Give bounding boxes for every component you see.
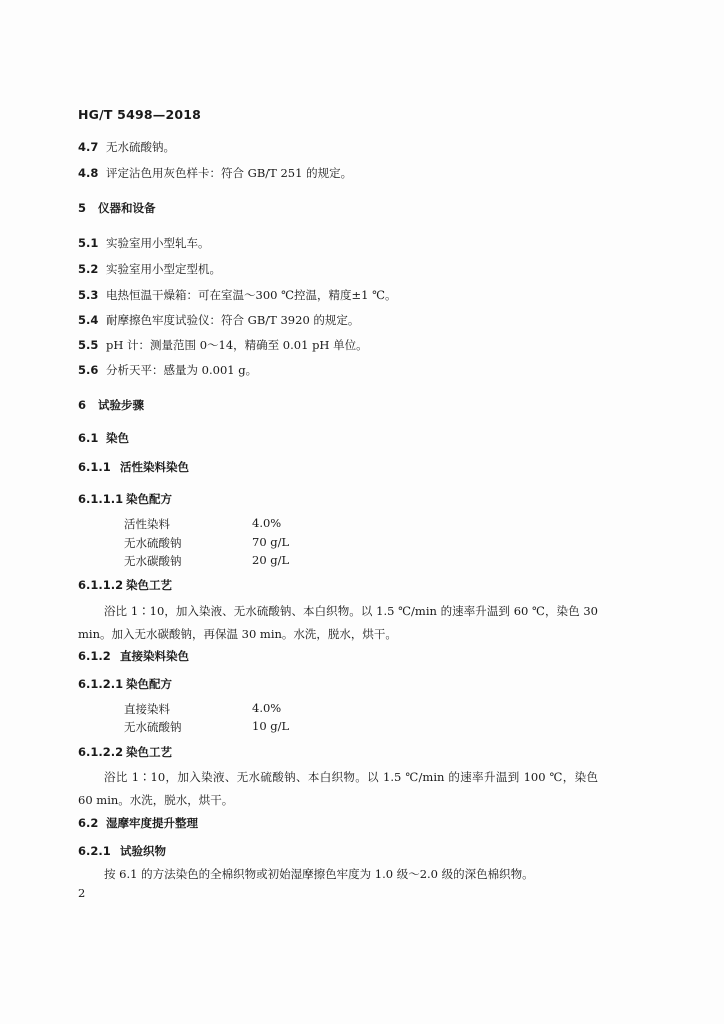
standard-code-header: HG/T 5498—2018: [78, 107, 202, 122]
section-number: 6: [78, 398, 87, 412]
section-6-heading: [78, 397, 144, 413]
section-title: 试验步骤: [98, 398, 144, 412]
recipe-row: [124, 516, 282, 532]
heading-number: 6.1.1.2: [78, 578, 124, 592]
dyeing-process-paragraph: 浴比 1∶10，加入染液、无水硫酸钠、本白织物。以 1.5 ℃/min 的速率升温到 60 ℃，染色 30 min。加入无水碳酸钠，再保温 30 min。水洗，脱水，烘干。: [78, 604, 598, 641]
dyeing-process-paragraph: 浴比 1∶10，加入染液、无水硫酸钠、本白织物。以 1.5 ℃/min 的速率升温到 100 ℃，染色 60 min。水洗，脱水，烘干。: [78, 770, 598, 807]
page-number: 2: [78, 886, 86, 900]
clause-5-6: [78, 362, 257, 378]
heading-title: 染色工艺: [126, 578, 172, 592]
clause-number: 5.3: [78, 288, 99, 302]
clause-text: 分析天平：感量为 0.001 g。: [106, 363, 258, 377]
ingredient-amount: 70 g/L: [252, 535, 290, 549]
clause-5-4: [78, 312, 359, 328]
heading-6-2: [78, 815, 198, 831]
clause-text: 耐摩擦色牢度试验仪：符合 GB/T 3920 的规定。: [106, 313, 360, 327]
clause-text: 评定沾色用灰色样卡：符合 GB/T 251 的规定。: [106, 166, 353, 180]
ingredient-amount: 20 g/L: [252, 553, 290, 567]
test-fabric-paragraph: 按 6.1 的方法染色的全棉织物或初始湿摩擦色牢度为 1.0 级～2.0 级的深色棉织物。: [104, 867, 534, 881]
clause-5-1: [78, 235, 210, 251]
heading-title: 试验织物: [120, 844, 166, 858]
heading-6-1-1: [78, 459, 189, 475]
heading-6-1: [78, 430, 129, 446]
recipe-row: [124, 535, 290, 551]
heading-number: 6.1.1.1: [78, 492, 124, 506]
heading-number: 6.1.1: [78, 460, 111, 474]
ingredient-name: 无水硫酸钠: [124, 536, 182, 550]
ingredient-amount: 4.0%: [252, 701, 282, 715]
heading-6-1-2: [78, 648, 189, 664]
clause-4-7: [78, 139, 175, 155]
clause-5-3: [78, 287, 396, 303]
clause-number: 4.8: [78, 166, 99, 180]
clause-5-2: [78, 261, 221, 277]
recipe-row: [124, 719, 290, 735]
heading-number: 6.2.1: [78, 844, 111, 858]
heading-6-1-2-1: [78, 676, 172, 692]
heading-6-2-1: [78, 843, 166, 859]
section-number: 5: [78, 201, 87, 215]
ingredient-name: 无水碳酸钠: [124, 554, 182, 568]
clause-text: pH 计：测量范围 0～14，精确至 0.01 pH 单位。: [106, 338, 368, 352]
ingredient-amount: 10 g/L: [252, 719, 290, 733]
clause-text: 无水硫酸钠。: [106, 140, 175, 154]
heading-title: 湿摩牢度提升整理: [106, 816, 198, 830]
heading-title: 直接染料染色: [120, 649, 189, 663]
heading-title: 染色工艺: [126, 745, 172, 759]
clause-number: 5.6: [78, 363, 99, 377]
heading-title: 染色: [106, 431, 129, 445]
clause-number: 4.7: [78, 140, 99, 154]
heading-6-1-1-1: [78, 491, 172, 507]
recipe-row: [124, 553, 290, 569]
heading-number: 6.1: [78, 431, 99, 445]
section-title: 仪器和设备: [98, 201, 156, 215]
heading-title: 染色配方: [126, 492, 172, 506]
heading-title: 活性染料染色: [120, 460, 189, 474]
recipe-row: [124, 701, 282, 717]
heading-number: 6.1.2: [78, 649, 111, 663]
clause-number: 5.5: [78, 338, 99, 352]
ingredient-name: 无水硫酸钠: [124, 720, 182, 734]
heading-number: 6.2: [78, 816, 99, 830]
heading-number: 6.1.2.2: [78, 745, 124, 759]
ingredient-name: 直接染料: [124, 702, 170, 716]
ingredient-amount: 4.0%: [252, 516, 282, 530]
ingredient-name: 活性染料: [124, 517, 170, 531]
heading-6-1-1-2: [78, 577, 172, 593]
clause-5-5: [78, 337, 368, 353]
heading-6-1-2-2: [78, 744, 172, 760]
section-5-heading: [78, 200, 156, 216]
clause-text: 实验室用小型轧车。: [106, 236, 210, 250]
clause-number: 5.2: [78, 262, 99, 276]
heading-title: 染色配方: [126, 677, 172, 691]
clause-text: 实验室用小型定型机。: [106, 262, 221, 276]
clause-text: 电热恒温干燥箱：可在室温～300 ℃控温，精度±1 ℃。: [106, 288, 397, 302]
clause-number: 5.4: [78, 313, 99, 327]
clause-4-8: [78, 165, 352, 181]
clause-number: 5.1: [78, 236, 99, 250]
heading-number: 6.1.2.1: [78, 677, 124, 691]
